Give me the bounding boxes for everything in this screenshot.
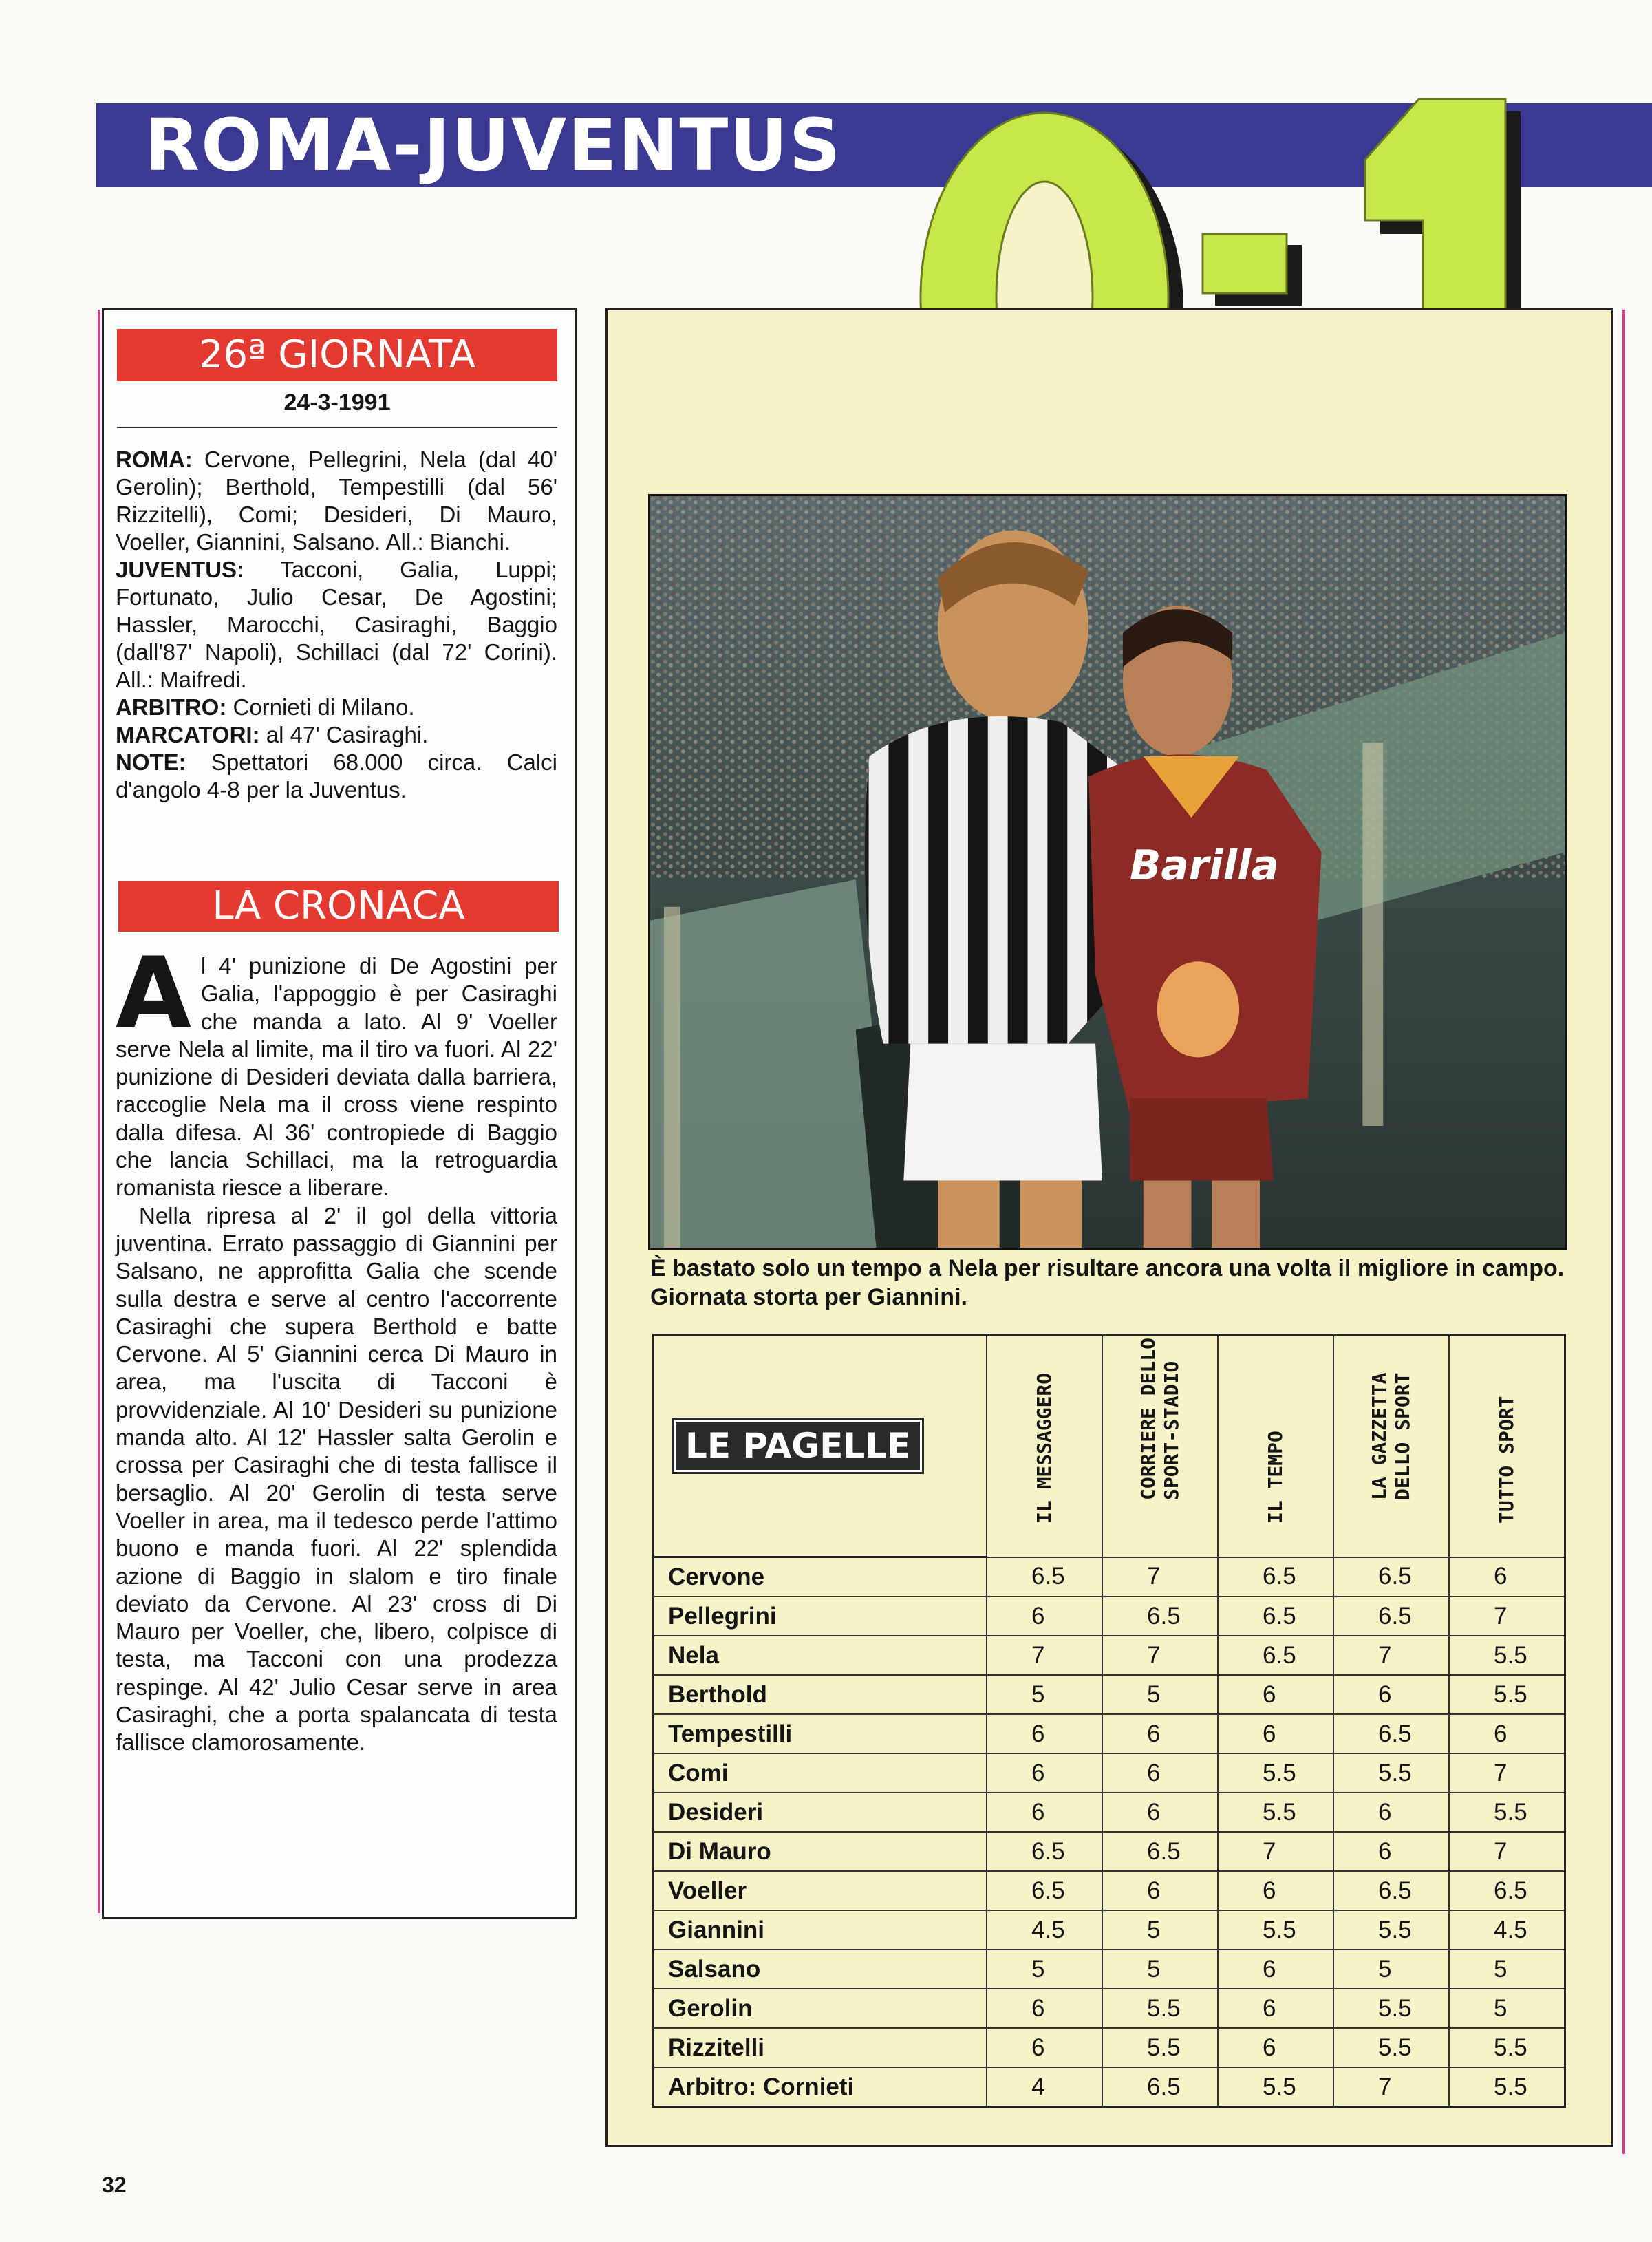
rating-value: 5	[1449, 1950, 1565, 1989]
rating-value: 6.5	[987, 1557, 1102, 1597]
rating-value: 6.5	[1333, 1714, 1449, 1753]
table-row	[654, 1597, 1565, 1636]
source-header	[1102, 1335, 1218, 1557]
rating-value: 6	[1333, 1793, 1449, 1832]
rating-value: 6	[1102, 1793, 1218, 1832]
rating-value: 6	[1102, 1753, 1218, 1793]
rating-value: 6	[987, 1753, 1102, 1793]
rating-value: 6.5	[1218, 1597, 1333, 1636]
rating-value: 5	[1102, 1675, 1218, 1714]
note-label: NOTE:	[116, 749, 186, 775]
arbitro-text: Cornieti di Milano.	[226, 694, 415, 720]
rating-value: 6.5	[1333, 1597, 1449, 1636]
rating-value: 6	[987, 2028, 1102, 2067]
table-row	[654, 1557, 1565, 1597]
rating-value: 7	[987, 1636, 1102, 1675]
source-name: TUTTO SPORT	[1495, 1396, 1518, 1524]
table-row	[654, 2028, 1565, 2067]
rating-value: 6	[1333, 1675, 1449, 1714]
match-report	[116, 937, 557, 1757]
rating-value: 6	[1218, 2028, 1333, 2067]
rating-value: 7	[1449, 1832, 1565, 1871]
player-name: Salsano	[654, 1950, 987, 1989]
rating-value: 6	[987, 1597, 1102, 1636]
source-name: SPORT-STADIO	[1160, 1360, 1183, 1500]
player-name: Gerolin	[654, 1989, 987, 2028]
rating-value: 5.5	[1333, 1753, 1449, 1793]
rating-value: 5.5	[1102, 2028, 1218, 2067]
rating-value: 6.5	[1218, 1557, 1333, 1597]
rating-value: 6.5	[1102, 1832, 1218, 1871]
left-page-rule	[98, 310, 100, 1913]
shirt-sponsor: Barilla	[1129, 842, 1279, 890]
rating-value: 5	[987, 1950, 1102, 1989]
rating-value: 5.5	[1449, 1675, 1565, 1714]
rating-value: 5.5	[1333, 1989, 1449, 2028]
divider	[117, 427, 557, 428]
player-name: Berthold	[654, 1675, 987, 1714]
juventus-lineup: Tacconi, Galia, Luppi; Fortunato, Julio Cesar, De Agostini; Hassler, Marocchi, Casiraghi, Baggio (dall'87' Napoli), Schillaci (dal 72' Corini). All.: Maifredi.	[116, 557, 557, 692]
rating-value: 4	[987, 2067, 1102, 2107]
rating-value: 6	[1449, 1714, 1565, 1753]
rating-value: 6.5	[1102, 2067, 1218, 2107]
rating-value: 5	[1333, 1950, 1449, 1989]
rating-value: 6.5	[1333, 1557, 1449, 1597]
player-name: Nela	[654, 1636, 987, 1675]
pagelle-title: LE PAGELLE	[674, 1420, 922, 1472]
source-name: LA GAZZETTA	[1368, 1372, 1391, 1500]
rating-value: 5	[1449, 1989, 1565, 2028]
page-number: 32	[102, 2172, 127, 2197]
cronaca-heading: LA CRONACA	[118, 881, 559, 932]
marcatori-text: al 47' Casiraghi.	[259, 722, 429, 747]
rating-value: 6	[987, 1714, 1102, 1753]
player-name: Desideri	[654, 1793, 987, 1832]
rating-value: 5.5	[1333, 1910, 1449, 1950]
rating-value: 6	[987, 1793, 1102, 1832]
rating-value: 7	[1449, 1597, 1565, 1636]
rating-value: 6	[987, 1989, 1102, 2028]
rating-value: 6.5	[1102, 1597, 1218, 1636]
rating-value: 7	[1102, 1557, 1218, 1597]
rating-value: 7	[1218, 1832, 1333, 1871]
rating-value: 7	[1333, 1636, 1449, 1675]
player-name: Tempestilli	[654, 1714, 987, 1753]
player-name: Arbitro: Cornieti	[654, 2067, 987, 2107]
arbitro-label: ARBITRO:	[116, 694, 227, 720]
rating-value: 5.5	[1218, 2067, 1333, 2107]
rating-value: 6	[1218, 1714, 1333, 1753]
match-photo	[648, 494, 1567, 1250]
rating-value: 5.5	[1218, 1793, 1333, 1832]
rating-value: 5.5	[1449, 1636, 1565, 1675]
source-name: IL MESSAGGERO	[1033, 1372, 1055, 1524]
rating-value: 6	[1218, 1989, 1333, 2028]
roma-lineup: Cervone, Pellegrini, Nela (dal 40' Gerolin); Berthold, Tempestilli (dal 56' Rizzitelli), Comi; Desideri, Di Mauro, Voeller, Giannini, Salsano. All.: Bianchi.	[116, 447, 557, 555]
rating-value: 6	[1449, 1557, 1565, 1597]
drop-cap: A	[116, 937, 191, 1050]
table-row	[654, 1871, 1565, 1910]
table-row	[654, 1793, 1565, 1832]
rating-value: 6.5	[1333, 1871, 1449, 1910]
player-name: Comi	[654, 1753, 987, 1793]
rating-value: 7	[1449, 1753, 1565, 1793]
source-header	[1333, 1335, 1449, 1557]
table-row	[654, 1950, 1565, 1989]
source-header	[1218, 1335, 1333, 1557]
rating-value: 5.5	[1218, 1753, 1333, 1793]
rating-value: 5.5	[1102, 1989, 1218, 2028]
source-header	[987, 1335, 1102, 1557]
report-paragraph-1: l 4' punizione di De Agostini per Galia, l'appoggio è per Casiraghi che manda a lato. Al 9' Voeller serve Nela al limite, ma il tiro va fuori. Al 22' punizione di Desideri deviata dalla barriera, raccoglie Nela ma il cross viene respinto dalla difesa. Al 36' contropiede di Baggio che lancia Schillaci, ma la retroguardia romanista riesce a liberare.	[116, 953, 557, 1201]
ratings-table	[652, 1334, 1566, 2108]
rating-value: 7	[1333, 2067, 1449, 2107]
ratings-title-cell	[654, 1335, 987, 1557]
rating-value: 4.5	[1449, 1910, 1565, 1950]
note-text: Spettatori 68.000 circa. Calci d'angolo 4-8 per la Juventus.	[116, 749, 557, 802]
rating-value: 6	[1102, 1871, 1218, 1910]
table-row	[654, 2067, 1565, 2107]
table-row	[654, 1910, 1565, 1950]
player-name: Giannini	[654, 1910, 987, 1950]
player-name: Cervone	[654, 1557, 987, 1597]
rating-value: 5	[1102, 1950, 1218, 1989]
source-name: DELLO SPORT	[1391, 1372, 1414, 1500]
roma-label: ROMA:	[116, 447, 193, 472]
table-row	[654, 1832, 1565, 1871]
rating-value: 5.5	[1333, 2028, 1449, 2067]
rating-value: 5.5	[1449, 1793, 1565, 1832]
rating-value: 6.5	[987, 1871, 1102, 1910]
player-name: Di Mauro	[654, 1832, 987, 1871]
rating-value: 6.5	[1218, 1636, 1333, 1675]
source-header	[1449, 1335, 1565, 1557]
page-title: ROMA-JUVENTUS	[144, 103, 842, 187]
right-page-rule	[1622, 310, 1625, 2154]
table-row	[654, 1675, 1565, 1714]
rating-value: 5.5	[1449, 2067, 1565, 2107]
player-name: Pellegrini	[654, 1597, 987, 1636]
photo-caption: È bastato solo un tempo a Nela per risultare ancora una volta il migliore in campo. Giornata storta per Giannini.	[650, 1255, 1565, 1310]
player-name: Voeller	[654, 1871, 987, 1910]
match-lineups	[116, 446, 557, 804]
report-paragraph-2: Nella ripresa al 2' il gol della vittoria juventina. Errato passaggio di Giannini per Salsano, ne approfitta Galia che scende sulla destra e serve al centro l'accorrente Casiraghi che supera Berthold e batte Cervone. Al 5' Giannini cerca Di Mauro in area, ma l'uscita di Tacconi è provvidenziale. Al 10' Desideri su punizione manda alto. Al 12' Hassler salta Gerolin e crossa per Casiraghi che di testa fallisce il bersaglio. Al 20' Gerolin di testa serve Voeller in area, ma il tedesco perde l'attimo buono e manda fuori. Al 22' splendida azione di Baggio in slalom e tiro finale deviato da Cervone. Al 23' cross di Di Mauro per Voeller, che, libero, colpisce di testa, ma Tacconi con una prodezza respinge. Al 42' Julio Cesar serve in area Casiraghi, che a porta spalancata di testa fallisce clamorosamente.	[116, 1202, 557, 1755]
marcatori-label: MARCATORI:	[116, 722, 260, 747]
rating-value: 6	[1333, 1832, 1449, 1871]
source-name: CORRIERE DELLO	[1137, 1337, 1159, 1500]
rating-value: 6	[1218, 1950, 1333, 1989]
rating-value: 4.5	[987, 1910, 1102, 1950]
table-row	[654, 1636, 1565, 1675]
rating-value: 6	[1218, 1871, 1333, 1910]
rating-value: 5.5	[1449, 2028, 1565, 2067]
rating-value: 6.5	[1449, 1871, 1565, 1910]
table-row	[654, 1714, 1565, 1753]
juventus-label: JUVENTUS:	[116, 557, 245, 582]
rating-value: 5.5	[1218, 1910, 1333, 1950]
player-name: Rizzitelli	[654, 2028, 987, 2067]
table-row	[654, 1753, 1565, 1793]
giornata-heading: 26ª GIORNATA	[117, 329, 557, 381]
match-date: 24-3-1991	[283, 389, 391, 416]
source-name: IL TEMPO	[1264, 1430, 1287, 1524]
score-dash	[1203, 234, 1287, 293]
rating-value: 5	[987, 1675, 1102, 1714]
table-row	[654, 1989, 1565, 2028]
ratings-header-row	[654, 1335, 1565, 1557]
rating-value: 6	[1218, 1675, 1333, 1714]
rating-value: 5	[1102, 1910, 1218, 1950]
rating-value: 7	[1102, 1636, 1218, 1675]
rating-value: 6.5	[987, 1832, 1102, 1871]
rating-value: 6	[1102, 1714, 1218, 1753]
